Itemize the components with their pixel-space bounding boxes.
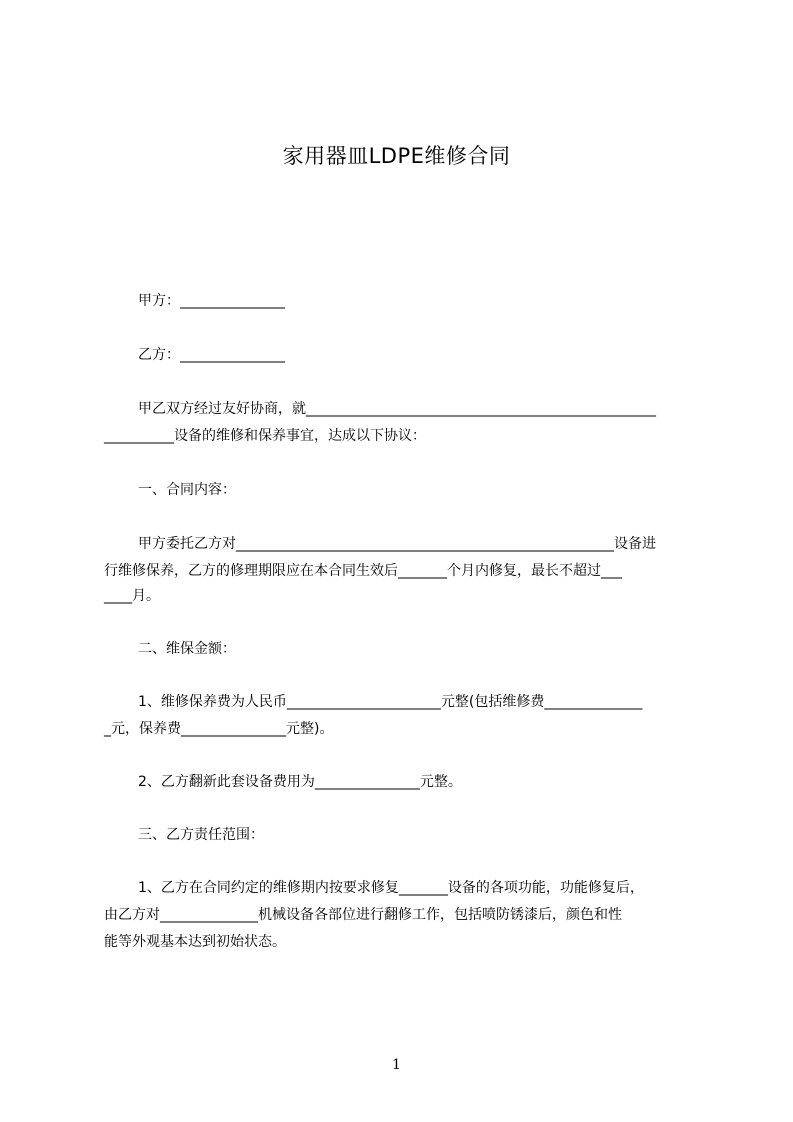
section-2-item-2: 2、乙方翻新此套设备费用为_______________元整。: [138, 774, 462, 790]
section-3-item-1-line-3: 能等外观基本达到初始状态。: [104, 934, 286, 950]
page-number: 1: [392, 1057, 401, 1073]
section-2-item-1-line-1: 1、维修保养费为人民币______________________元整(包括维修费______________: [138, 694, 643, 710]
party-b-line: 乙方：_______________: [138, 347, 285, 363]
section-2-item-1-line-2: _元，保养费_______________元整)。: [104, 721, 334, 737]
section-3-item-1-line-1: 1、乙方在合同约定的维修期内按要求修复_______设备的各项功能，功能修复后，: [138, 880, 644, 896]
section-1-text-line-2: 行维修保养，乙方的修理期限应在本合同生效后_______个月内修复，最长不超过___: [104, 563, 622, 579]
section-3-item-1-line-2: 由乙方对______________机械设备各部位进行翻修工作，包括喷防锈漆后，颜色和性: [104, 907, 622, 923]
section-1-text-line-1: 甲方委托乙方对______________________________________________________设备进: [138, 536, 656, 552]
section-2-heading: 二、维保金额：: [138, 641, 236, 657]
contract-title: 家用器皿LDPE维修合同: [282, 144, 511, 168]
preamble-line-1: 甲乙双方经过友好协商，就__________________________________________________: [138, 401, 656, 417]
party-a-line: 甲方：_______________: [138, 293, 285, 309]
section-3-heading: 三、乙方责任范围：: [138, 827, 264, 843]
section-1-text-line-3: ____月。: [104, 588, 160, 604]
section-1-heading: 一、合同内容：: [138, 482, 236, 498]
preamble-line-2: __________设备的维修和保养事宜，达成以下协议：: [104, 428, 426, 444]
